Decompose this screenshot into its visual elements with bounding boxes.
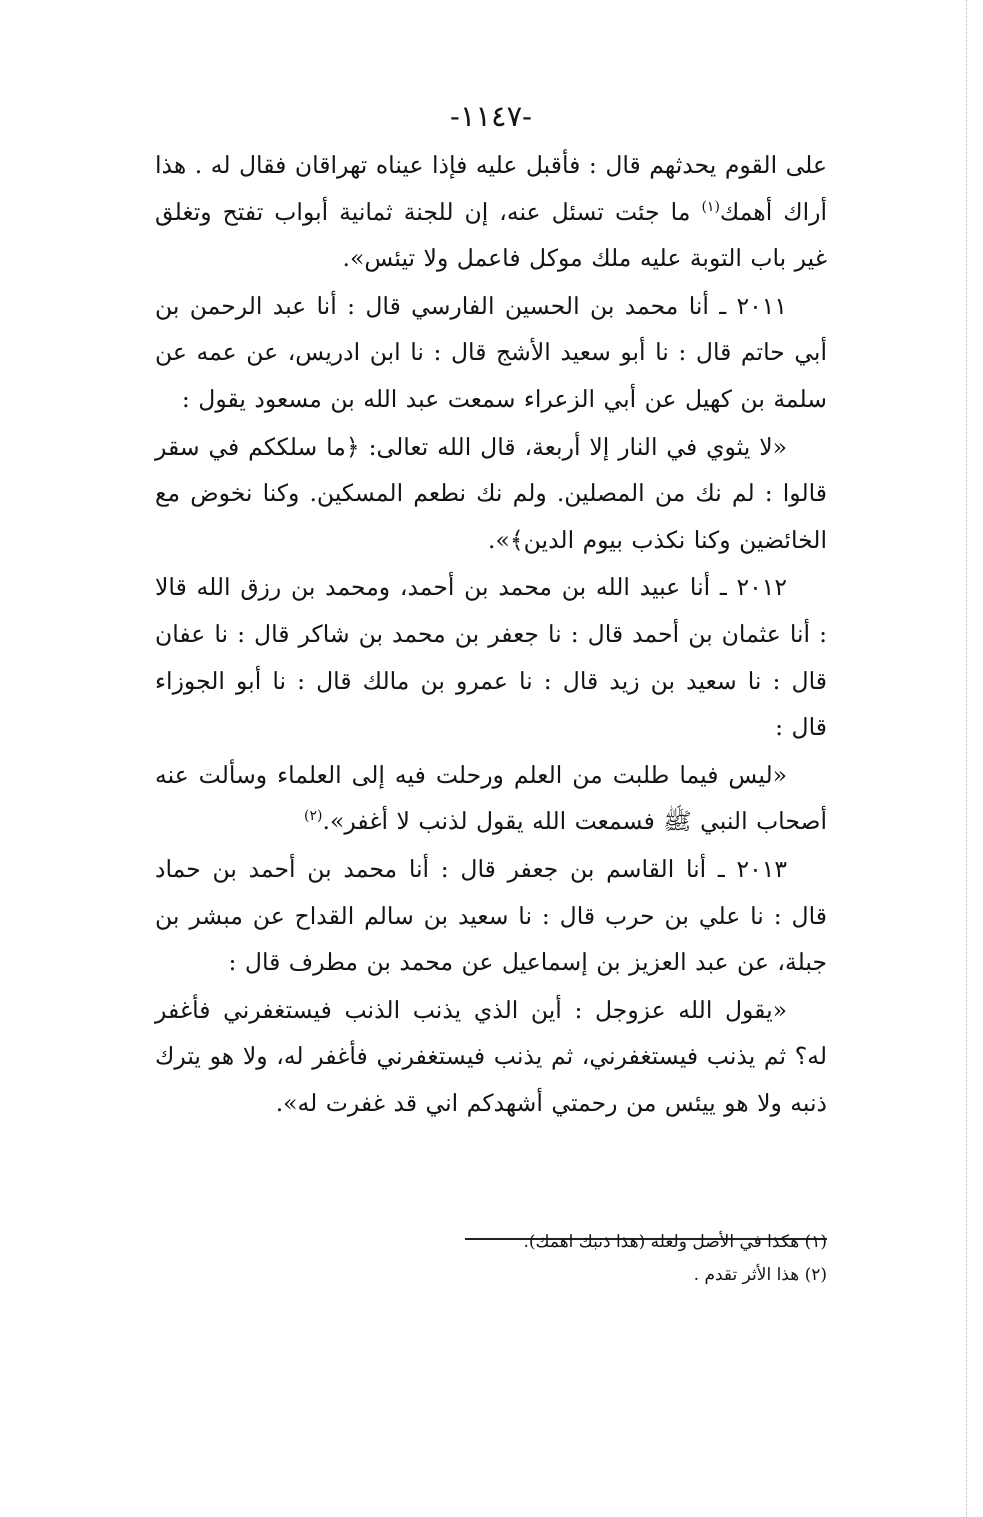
hadith-2012-matn-text: «ليس فيما طلبت من العلم ورحلت فيه إلى العلماء وسألت عنه أصحاب النبي ﷺ فسمعت الله يقول لذنب لا أغفر». xyxy=(155,760,827,836)
hadith-2011-matn-text: «لا يثوي في النار إلا أربعة، قال الله تعالى: ﴿ما سلككم في سقر قالوا : لم نك من المصلين. ولم نك نطعم المسكين. وكنا نخوض مع الخائضين وكنا نكذب بيوم الدين﴾». xyxy=(155,432,827,554)
footnote-1: (١) هكذا في الأصل ولعله (هذا ذنبك اهمك). xyxy=(523,1232,827,1252)
hadith-2012-isnad xyxy=(155,564,827,750)
page-body xyxy=(155,96,827,1285)
footnotes xyxy=(155,1226,827,1292)
hadith-2013-matn xyxy=(155,987,827,1127)
hadith-2013-isnad-text: ٢٠١٣ ـ أنا القاسم بن جعفر قال : أنا محمد بن أحمد بن حماد قال : نا علي بن حرب قال : نا سعيد بن سالم القداح عن مبشر بن جبلة، عن عبد العزيز بن إسماعيل عن محمد بن مطرف قال : xyxy=(155,854,827,977)
footnote-2: (٢) هذا الأثر تقدم . xyxy=(693,1265,827,1285)
hadith-2013-isnad xyxy=(155,846,827,986)
page-number: -١١٤٧- xyxy=(450,99,532,133)
paragraph-1-text: على القوم يحدثهم قال : فأقبل عليه فإذا عيناه تهراقان فقال له . هذا أراك أهمك xyxy=(155,151,827,226)
footnote-ref-1[interactable]: (١) xyxy=(701,198,720,215)
hadith-2011-isnad-text: ٢٠١١ ـ أنا محمد بن الحسين الفارسي قال : أنا عبد الرحمن بن أبي حاتم قال : نا أبو سعيد الأشج قال : نا ابن ادريس، عن عمه عن سلمة بن كهيل عن أبي الزعراء سمعت عبد الله بن مسعود يقول : xyxy=(155,291,827,413)
paragraph-1 xyxy=(155,142,827,282)
hadith-2012-isnad-text: ٢٠١٢ ـ أنا عبيد الله بن محمد بن أحمد، ومحمد بن رزق الله قالا : أنا عثمان بن أحمد قال : نا جعفر بن محمد بن شاكر قال : نا عفان قال : نا سعيد بن زيد قال : نا عمرو بن مالك قال : نا أبو الجوزاء قال : xyxy=(155,573,827,742)
footnote-ref-2[interactable]: (٢) xyxy=(304,808,323,825)
hadith-2012-matn xyxy=(155,752,827,845)
page-edge xyxy=(966,0,967,1517)
paragraph-1-text-after: ما جئت تسئل عنه، إن للجنة ثمانية أبواب تفتح وتغلق غير باب التوبة عليه ملك موكل فاعمل ولا تيئس». xyxy=(155,197,827,273)
hadith-2011-isnad xyxy=(155,283,827,423)
hadith-2013-matn-text: «يقول الله عزوجل : أين الذي يذنب الذنب فيستغفرني فأغفر له؟ ثم يذنب فيستغفرني، ثم يذنب فيستغفرني فأغفر له، ولا هو يترك ذنبه ولا هو ييئس من رحمتي أشهدكم اني قد غفرت له». xyxy=(155,995,827,1117)
hadith-2011-matn xyxy=(155,424,827,564)
